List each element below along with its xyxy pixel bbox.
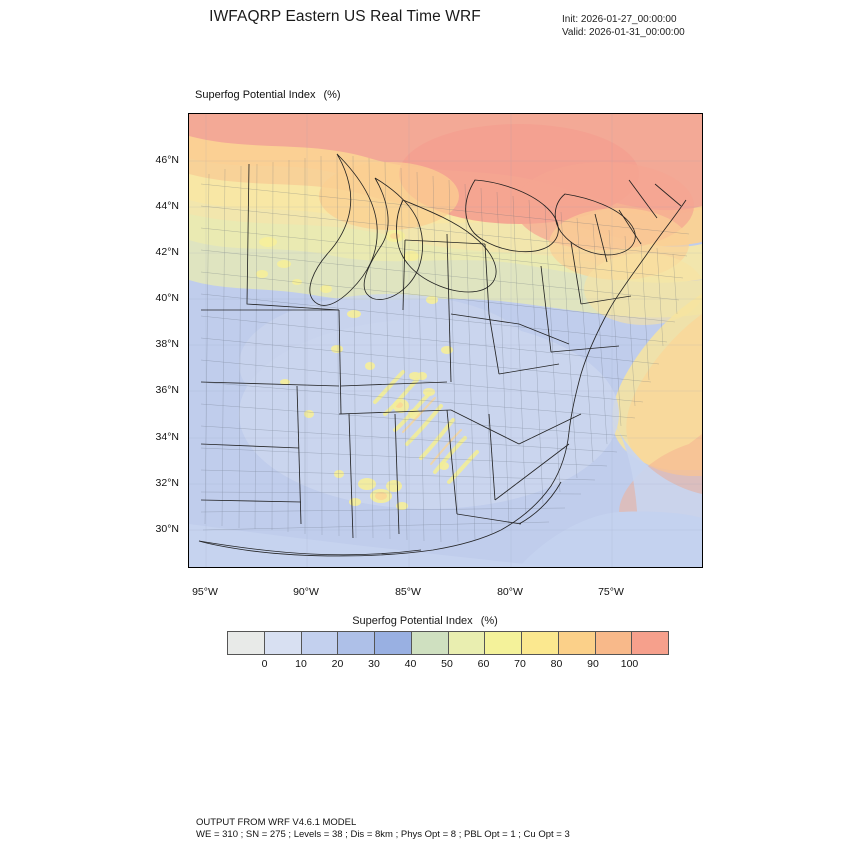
lon-tick-75w: 75°W [598,586,624,598]
lon-tick-95w: 95°W [192,586,218,598]
colorbar-swatch-0 [228,632,265,654]
colorbar-swatch-11 [632,632,668,654]
model-output-footer [196,817,570,841]
colorbar-tick-80: 80 [550,658,563,670]
colorbar-title-units: (%) [480,615,498,627]
colorbar-swatch-3 [338,632,375,654]
lat-tick-30n: 30°N [155,523,179,535]
colorbar-title [0,615,850,627]
colorbar-swatch-8 [522,632,559,654]
lon-tick-85w: 85°W [395,586,421,598]
valid-time-label: Valid: 2026-01-31_00:00:00 [562,27,685,38]
init-time-label: Init: 2026-01-27_00:00:00 [562,14,677,25]
colorbar-swatch-10 [596,632,633,654]
colorbar-tick-60: 60 [477,658,490,670]
lat-tick-44n: 44°N [155,200,179,212]
colorbar-swatch-1 [265,632,302,654]
footer-line-2: WE = 310 ; SN = 275 ; Levels = 38 ; Dis = 8km ; Phys Opt = 8 ; PBL Opt = 1 ; Cu Opt = 3 [196,829,570,840]
lat-tick-36n: 36°N [155,384,179,396]
colorbar-swatch-7 [485,632,522,654]
colorbar-tick-50: 50 [441,658,453,670]
lat-tick-32n: 32°N [155,477,179,489]
colorbar-tick-10: 10 [295,658,307,670]
plot-title-text: Superfog Potential Index [195,89,316,101]
colorbar-tick-0: 0 [261,658,268,670]
colorbar-swatch-9 [559,632,596,654]
colorbar-tick-30: 30 [368,658,380,670]
colorbar-swatch-5 [412,632,449,654]
plot-title-units: (%) [323,89,341,101]
lat-tick-40n: 40°N [155,292,179,304]
colorbar-ticks [227,658,669,674]
colorbar-swatch-2 [302,632,339,654]
colorbar-tick-100: 100 [620,658,639,670]
colorbar-swatch-6 [449,632,486,654]
colorbar-tick-90: 90 [587,658,599,670]
plot-title [195,89,341,101]
lat-tick-42n: 42°N [155,246,179,258]
lon-tick-80w: 80°W [497,586,523,598]
colorbar [227,631,669,655]
lat-tick-38n: 38°N [155,338,179,350]
colorbar-title-text: Superfog Potential Index [352,615,473,627]
colorbar-tick-20: 20 [331,658,344,670]
colorbar-tick-40: 40 [404,658,417,670]
map-canvas [189,114,702,567]
page-title: IWFAQRP Eastern US Real Time WRF [209,8,481,25]
colorbar-tick-70: 70 [514,658,526,670]
model-run-info [562,13,685,39]
lon-tick-90w: 90°W [293,586,319,598]
lat-tick-34n: 34°N [155,431,179,443]
footer-line-1: OUTPUT FROM WRF V4.6.1 MODEL [196,817,357,828]
colorbar-swatch-4 [375,632,412,654]
lat-tick-46n: 46°N [155,154,179,166]
map-panel[interactable] [188,113,703,568]
